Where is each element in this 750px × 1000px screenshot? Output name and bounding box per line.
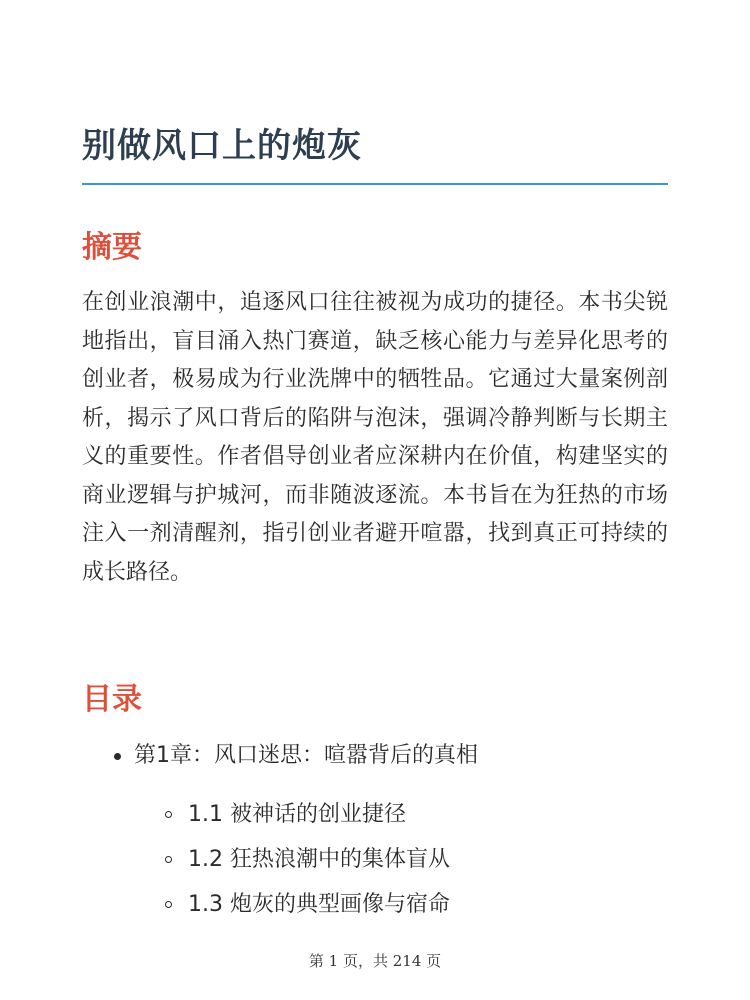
page-footer xyxy=(0,950,750,971)
toc-section-1-2 xyxy=(134,837,668,882)
footer-suffix: 页 xyxy=(426,952,442,970)
footer-prefix: 第 xyxy=(308,952,324,970)
title-divider xyxy=(82,183,668,185)
toc-section-list xyxy=(134,792,668,927)
bullet-circle-icon xyxy=(165,811,172,818)
table-of-contents xyxy=(82,740,668,927)
bullet-disc-icon xyxy=(114,753,121,760)
toc-section-label: 1.2 狂热浪潮中的集体盲从 xyxy=(188,847,450,872)
abstract-heading: 摘要 xyxy=(82,230,142,265)
footer-page-number: 1 xyxy=(328,952,339,970)
footer-total-pages: 214 xyxy=(392,952,422,970)
book-title: 别做风口上的炮灰 xyxy=(82,126,362,166)
bullet-circle-icon xyxy=(165,856,172,863)
abstract-text: 在创业浪潮中，追逐风口往往被视为成功的捷径。本书尖锐地指出，盲目涌入热门赛道，缺乏核心能力与差异化思考的创业者，极易成为行业洗牌中的牺牲品。它通过大量案例剖析，揭示了风口背后的陷阱与泡沫，强调冷静判断与长期主义的重要性。作者倡导创业者应深耕内在价值，构建坚实的商业逻辑与护城河，而非随波逐流。本书旨在为狂热的市场注入一剂清醒剂，指引创业者避开喧嚣，找到真正可持续的成长路径。 xyxy=(82,290,668,585)
toc-section-1-3 xyxy=(134,882,668,927)
toc-chapter-1 xyxy=(82,740,668,927)
toc-chapter-label: 第1章：风口迷思：喧嚣背后的真相 xyxy=(134,743,478,768)
toc-section-label: 1.1 被神话的创业捷径 xyxy=(188,802,406,827)
footer-middle: 页，共 xyxy=(342,952,388,970)
toc-section-1-1 xyxy=(134,792,668,837)
toc-section-label: 1.3 炮灰的典型画像与宿命 xyxy=(188,892,450,917)
bullet-circle-icon xyxy=(165,901,172,908)
toc-heading: 目录 xyxy=(82,682,142,717)
